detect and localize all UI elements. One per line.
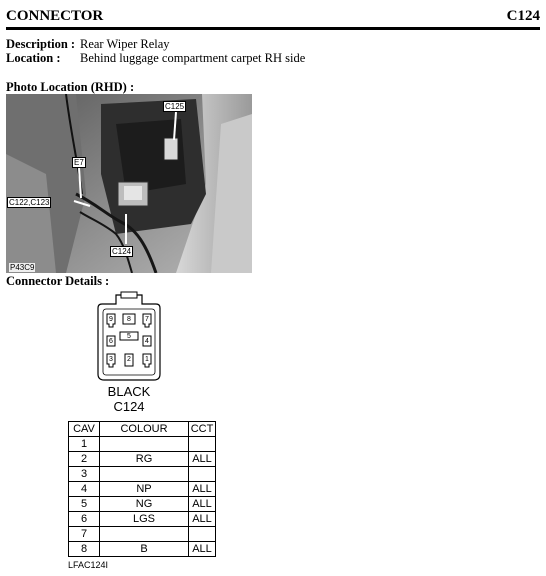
photo-heading: Photo Location (RHD) : [6, 80, 135, 94]
pin-table-header [69, 422, 216, 437]
cell-cct [189, 467, 216, 482]
table-row [69, 437, 216, 452]
callout-c124: C124 [112, 247, 132, 256]
cell-colour: NG [100, 497, 189, 512]
connector-face-diagram [94, 290, 164, 384]
connector-heading: Connector Details : [6, 274, 110, 288]
figure-id: LFAC124I [68, 560, 109, 570]
cell-cav: 2 [69, 452, 100, 467]
cell-cav: 4 [69, 482, 100, 497]
pin-table [68, 421, 216, 557]
cell-cav: 3 [69, 467, 100, 482]
pin-label-8: 8 [127, 316, 131, 323]
description-label: Description : [6, 37, 76, 51]
pin-label-4: 4 [145, 338, 149, 345]
location-value: Behind luggage compartment carpet RH side [80, 51, 306, 65]
table-row [69, 497, 216, 512]
col-header-cav: CAV [69, 422, 100, 437]
connector-label-code: C124 [113, 399, 145, 414]
connector-colour: BLACK [107, 384, 151, 399]
cell-cav: 5 [69, 497, 100, 512]
photo-image-id: P43C9 [10, 263, 35, 272]
pin-label-3: 3 [109, 356, 113, 363]
location-label: Location : [6, 51, 61, 65]
cell-cct [189, 437, 216, 452]
table-row [69, 542, 216, 557]
page-header [6, 8, 540, 28]
cell-cav: 8 [69, 542, 100, 557]
pin-label-2: 2 [127, 356, 131, 363]
cell-cct: ALL [189, 452, 216, 467]
callout-c122-c123: C122,C123 [9, 198, 50, 207]
header-divider [6, 27, 540, 30]
description-value: Rear Wiper Relay [80, 37, 170, 51]
table-row [69, 467, 216, 482]
cell-colour: LGS [100, 512, 189, 527]
col-header-colour: COLOUR [100, 422, 189, 437]
cell-colour: B [100, 542, 189, 557]
page-title: CONNECTOR [6, 8, 104, 24]
table-row [69, 452, 216, 467]
pin-label-9: 9 [109, 316, 113, 323]
location-row [6, 51, 305, 66]
col-header-cct: CCT [189, 422, 216, 437]
table-row [69, 482, 216, 497]
cell-colour: NP [100, 482, 189, 497]
cell-colour [100, 437, 189, 452]
connector-label [84, 384, 174, 414]
table-row [69, 512, 216, 527]
cell-colour: RG [100, 452, 189, 467]
cell-cct: ALL [189, 542, 216, 557]
cell-cct [189, 527, 216, 542]
cell-colour [100, 467, 189, 482]
description-row [6, 37, 170, 52]
connector-code: C124 [506, 8, 540, 24]
pin-label-5: 5 [127, 333, 131, 340]
cell-cav: 7 [69, 527, 100, 542]
cell-cav: 1 [69, 437, 100, 452]
cell-colour [100, 527, 189, 542]
cell-cav: 6 [69, 512, 100, 527]
table-row [69, 527, 216, 542]
pin-label-1: 1 [145, 356, 149, 363]
cell-cct: ALL [189, 482, 216, 497]
callout-e7: E7 [74, 158, 84, 167]
location-photo [6, 94, 252, 273]
pin-label-6: 6 [109, 338, 113, 345]
cell-cct: ALL [189, 512, 216, 527]
pin-label-7: 7 [145, 316, 149, 323]
callout-c125: C125 [165, 102, 185, 111]
cell-cct: ALL [189, 497, 216, 512]
